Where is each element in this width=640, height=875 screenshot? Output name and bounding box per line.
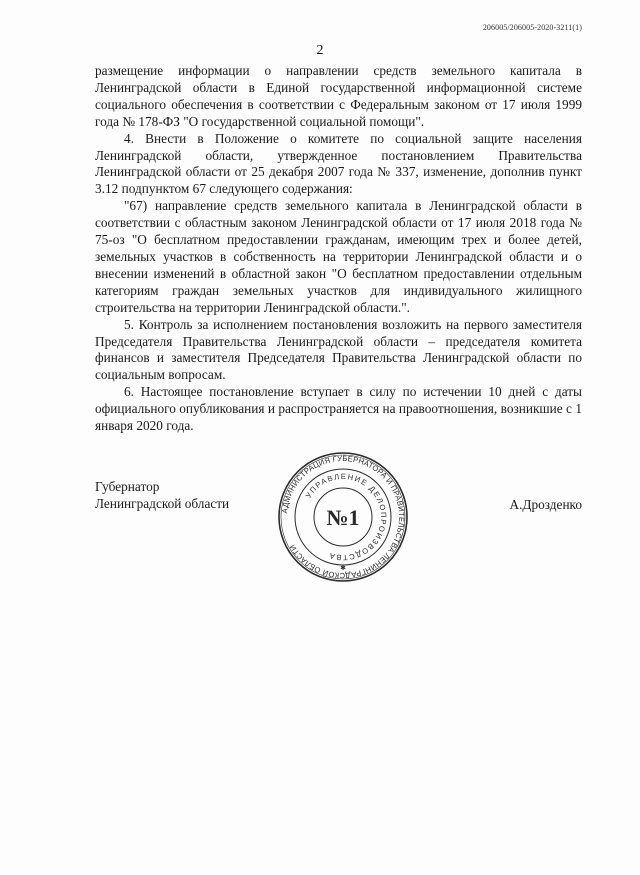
seal-outer-textpath: АДМИНИСТРАЦИЯ ГУБЕРНАТОРА И ПРАВИТЕЛЬСТВА ЛЕНИНГРАДСКОЙ ОБЛАСТИ bbox=[280, 453, 407, 581]
signatory-title-line2: Ленинградской области bbox=[95, 496, 230, 511]
signatory-title-line1: Губернатор bbox=[95, 479, 160, 494]
paragraph-item-6: 6. Настоящее постановление вступает в силу по истечении 10 дней с даты официального опубликования и распространяется на правоотношения, возникшие с 1 января 2020 года. bbox=[95, 384, 582, 434]
document-body bbox=[95, 63, 582, 435]
signatory-name: А.Дрозденко bbox=[509, 497, 582, 512]
paragraph-item-5: 5. Контроль за исполнением постановления возложить на первого заместителя Председателя Правительства Ленинградской области – председателя комитета финансов и заместителя Председателя Правительства Ленинградской области по социальным вопросам. bbox=[95, 316, 582, 383]
signatory-title bbox=[95, 478, 229, 512]
seal-inner-textpath: УПРАВЛЕНИЕ ДЕЛОПРОИЗВОДСТВА bbox=[303, 471, 389, 563]
seal-number: №1 bbox=[326, 505, 360, 530]
paragraph-continuation: размещение информации о направлении средств земельного капитала в Ленинградской области в Единой государственной информационной системе социального обеспечения в соответствии с Федеральным законом от 17 июля 1999 года № 178-ФЗ "О государственной социальной помощи". bbox=[95, 63, 582, 129]
seal-star-icon: ✱ bbox=[340, 564, 346, 572]
document-number: 206005/206005-2020-3211(1) bbox=[482, 23, 582, 32]
paragraph-item-4: 4. Внести в Положение о комитете по социальной защите населения Ленинградской области, утвержденное постановлением Правительства Ленинградской области от 25 декабря 2007 года № 337, изменение, дополнив пункт 3.12 подпунктом 67 следующего содержания: bbox=[95, 130, 582, 197]
paragraph-item-67: "67) направление средств земельного капитала в Ленинградской области в соответствии с областным законом Ленинградской области от 17 июля 2018 года № 75-оз "О бесплатном предоставлении гражданам, имеющим трех и более детей, земельных участков в собственность на территории Ленинградской области и о внесении изменений в областной закон "О бесплатном предоставлении отдельным категориям граждан земельных участков для индивидуального жилищного строительства на территории Ленинградской области.". bbox=[95, 198, 582, 315]
official-seal bbox=[277, 451, 409, 583]
page-number: 2 bbox=[316, 43, 324, 58]
